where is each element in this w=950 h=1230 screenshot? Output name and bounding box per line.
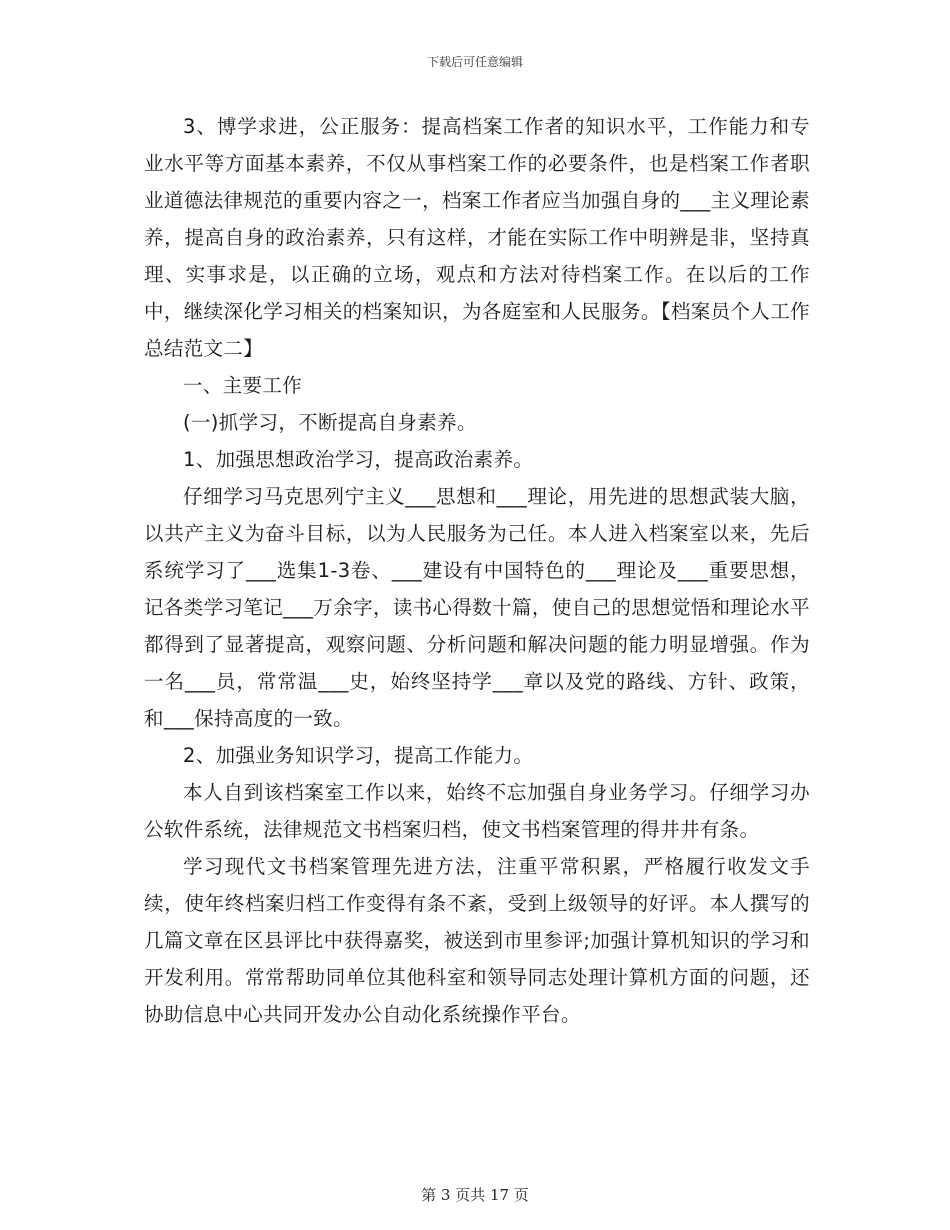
page-number: 第 3 页共 17 页 <box>421 1186 529 1204</box>
paragraph-political-study: 仔细学习马克思列宁主义___思想和___理论，用先进的思想武装大脑，以共产主义为奋斗目标，以为人民服务为己任。本人进入档案室以来，先后系统学习了___选集1-3卷、___建设有中国特色的___理论及___重要思想，记各类学习笔记___万余字，读书心得数十篇，使自己的思想觉悟和理论水平都得到了显著提高，观察问题、分析问题和解决问题的能力明显增强。作为一名___员，常常温___史，始终坚持学___章以及党的路线、方针、政策，和___保持高度的一致。 <box>144 485 810 730</box>
paragraph-principle-3: 3、博学求进，公正服务：提高档案工作者的知识水平，工作能力和专业水平等方面基本素养，不仅从事档案工作的必要条件，也是档案工作者职业道德法律规范的重要内容之一，档案工作者应当加强自身的___主义理论素养，提高自身的政治素养，只有这样，才能在实际工作中明辨是非，坚持真理、实事求是，以正确的立场，观点和方法对待档案工作。在以后的工作中，继续深化学习相关的档案知识，为各庭室和人民服务。【档案员个人工作总结范文二】 <box>144 115 810 360</box>
page-header: 下载后可任意编辑 <box>426 55 523 69</box>
document-body <box>144 108 810 1033</box>
item-heading-business-study: 2、加强业务知识学习，提高工作能力。 <box>183 744 534 767</box>
paragraph-modern-methods: 学习现代文书档案管理先进方法，注重平常积累，严格履行收发文手续，使年终档案归档工作变得有条不紊，受到上级领导的好评。本人撰写的几篇文章在区县评比中获得嘉奖，被送到市里参评;加强计算机知识的学习和开发利用。常常帮助同单位其他科室和领导同志处理计算机方面的问题，还协助信息中心共同开发办公自动化系统操作平台。 <box>144 855 810 1026</box>
subsection-heading-study: (一)抓学习，不断提高自身素养。 <box>183 411 477 434</box>
item-heading-political-study: 1、加强思想政治学习，提高政治素养。 <box>183 448 534 471</box>
paragraph-business-study: 本人自到该档案室工作以来，始终不忘加强自身业务学习。仔细学习办公软件系统，法律规范文书档案归档，使文书档案管理的得井井有条。 <box>144 781 810 841</box>
section-heading-main-work: 一、主要工作 <box>183 374 303 397</box>
